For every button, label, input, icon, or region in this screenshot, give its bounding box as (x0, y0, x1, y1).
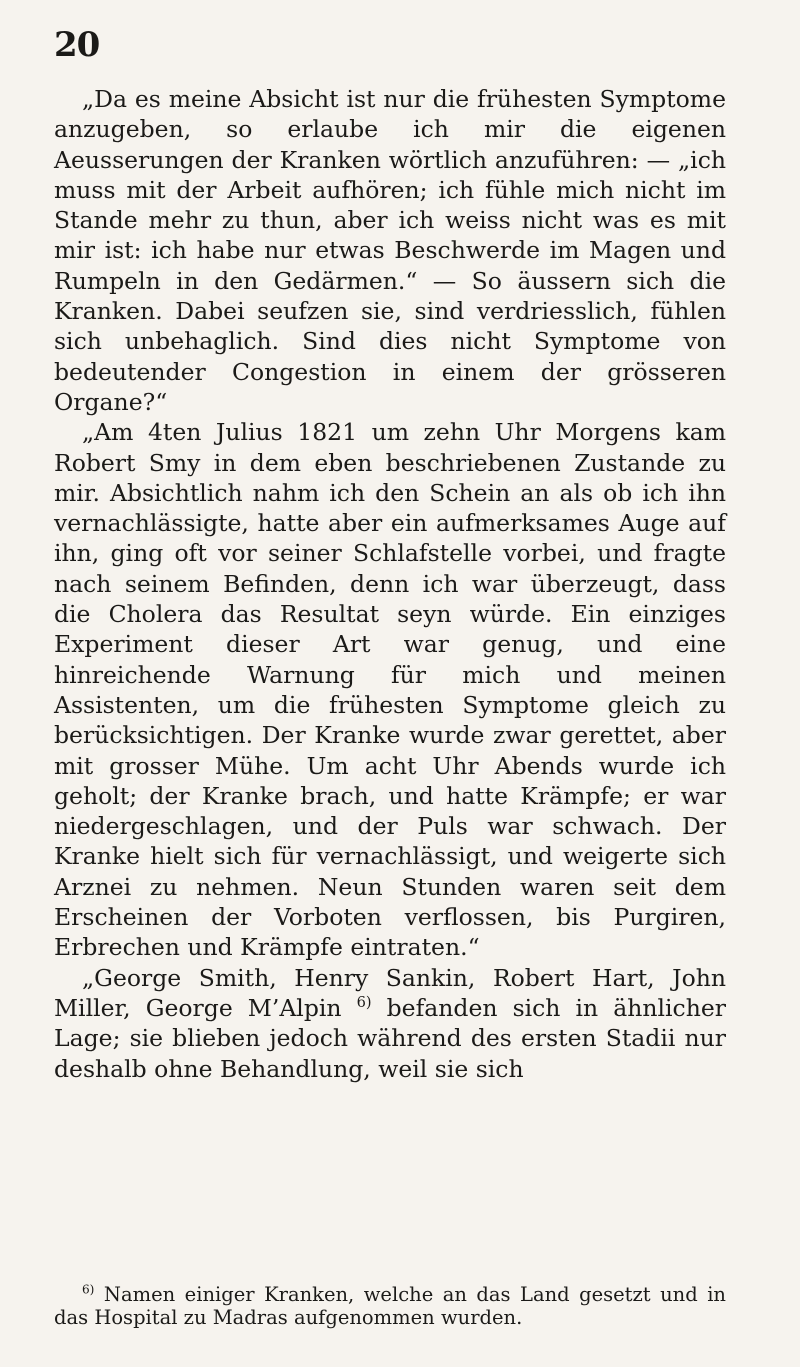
footnote (54, 1283, 726, 1329)
paragraph-1: „Da es meine Absicht ist nur die frühesten Symptome anzugeben, so erlaube ich mir die eigenen Aeusserungen der Kranken wörtlich anzuführen: — „ich muss mit der Arbeit aufhören; ich fühle mich nicht im Stande mehr zu thun, aber ich weiss nicht was es mit mir ist: ich habe nur etwas Beschwerde im Magen und Rumpeln in den Gedärmen.“ — So äussern sich die Kranken. Dabei seufzen sie, sind verdriesslich, fühlen sich unbehaglich. Sind dies nicht Symptome von bedeutender Congestion in einem der grösseren Organe?“ (54, 85, 726, 416)
paragraph-3-start: „George Smith, Henry Sankin, Robert Hart, John Miller, George M’Alpin (54, 963, 726, 1022)
paragraph-3-end: befanden sich in ähnlicher Lage; sie blieben jedoch während des ersten Stadii nur deshalb ohne Behandlung, weil sie sich (54, 993, 726, 1083)
paragraph-2: „Am 4ten Julius 1821 um zehn Uhr Morgens kam Robert Smy in dem eben beschriebenen Zustande zu mir. Absichtlich nahm ich den Schein an als ob ich ihn vernachlässigte, hatte aber ein aufmerksames Auge auf ihn, ging oft vor seiner Schlafstelle vorbei, und fragte nach seinem Befinden, denn ich war überzeugt, dass die Cholera das Resultat seyn würde. Ein einziges Experiment dieser Art war genug, und eine hinreichende Warnung für mich und meinen Assistenten, um die frühesten Symptome gleich zu berücksichtigen. Der Kranke wurde zwar gerettet, aber mit grosser Mühe. Um acht Uhr Abends wurde ich geholt; der Kranke brach, und hatte Krämpfe; er war niedergeschlagen, und der Puls war schwach. Der Kranke hielt sich für vernachlässigt, und weigerte sich Arznei zu nehmen. Neun Stunden waren seit dem Erscheinen der Vorboten verflossen, bis Purgiren, Erbrechen und Krämpfe eintraten.“ (54, 418, 726, 962)
footnote-body: Namen einiger Kranken, welche an das Land gesetzt und in das Hospital zu Madras aufgenommen wurden. (54, 1283, 726, 1329)
page-number: 20 (54, 25, 100, 65)
body-text (54, 84, 726, 1084)
footnote-marker: 6) (82, 1282, 95, 1297)
paragraph-3 (54, 963, 726, 1084)
footnote-text (54, 1283, 726, 1329)
footnote-reference: 6) (356, 994, 372, 1012)
